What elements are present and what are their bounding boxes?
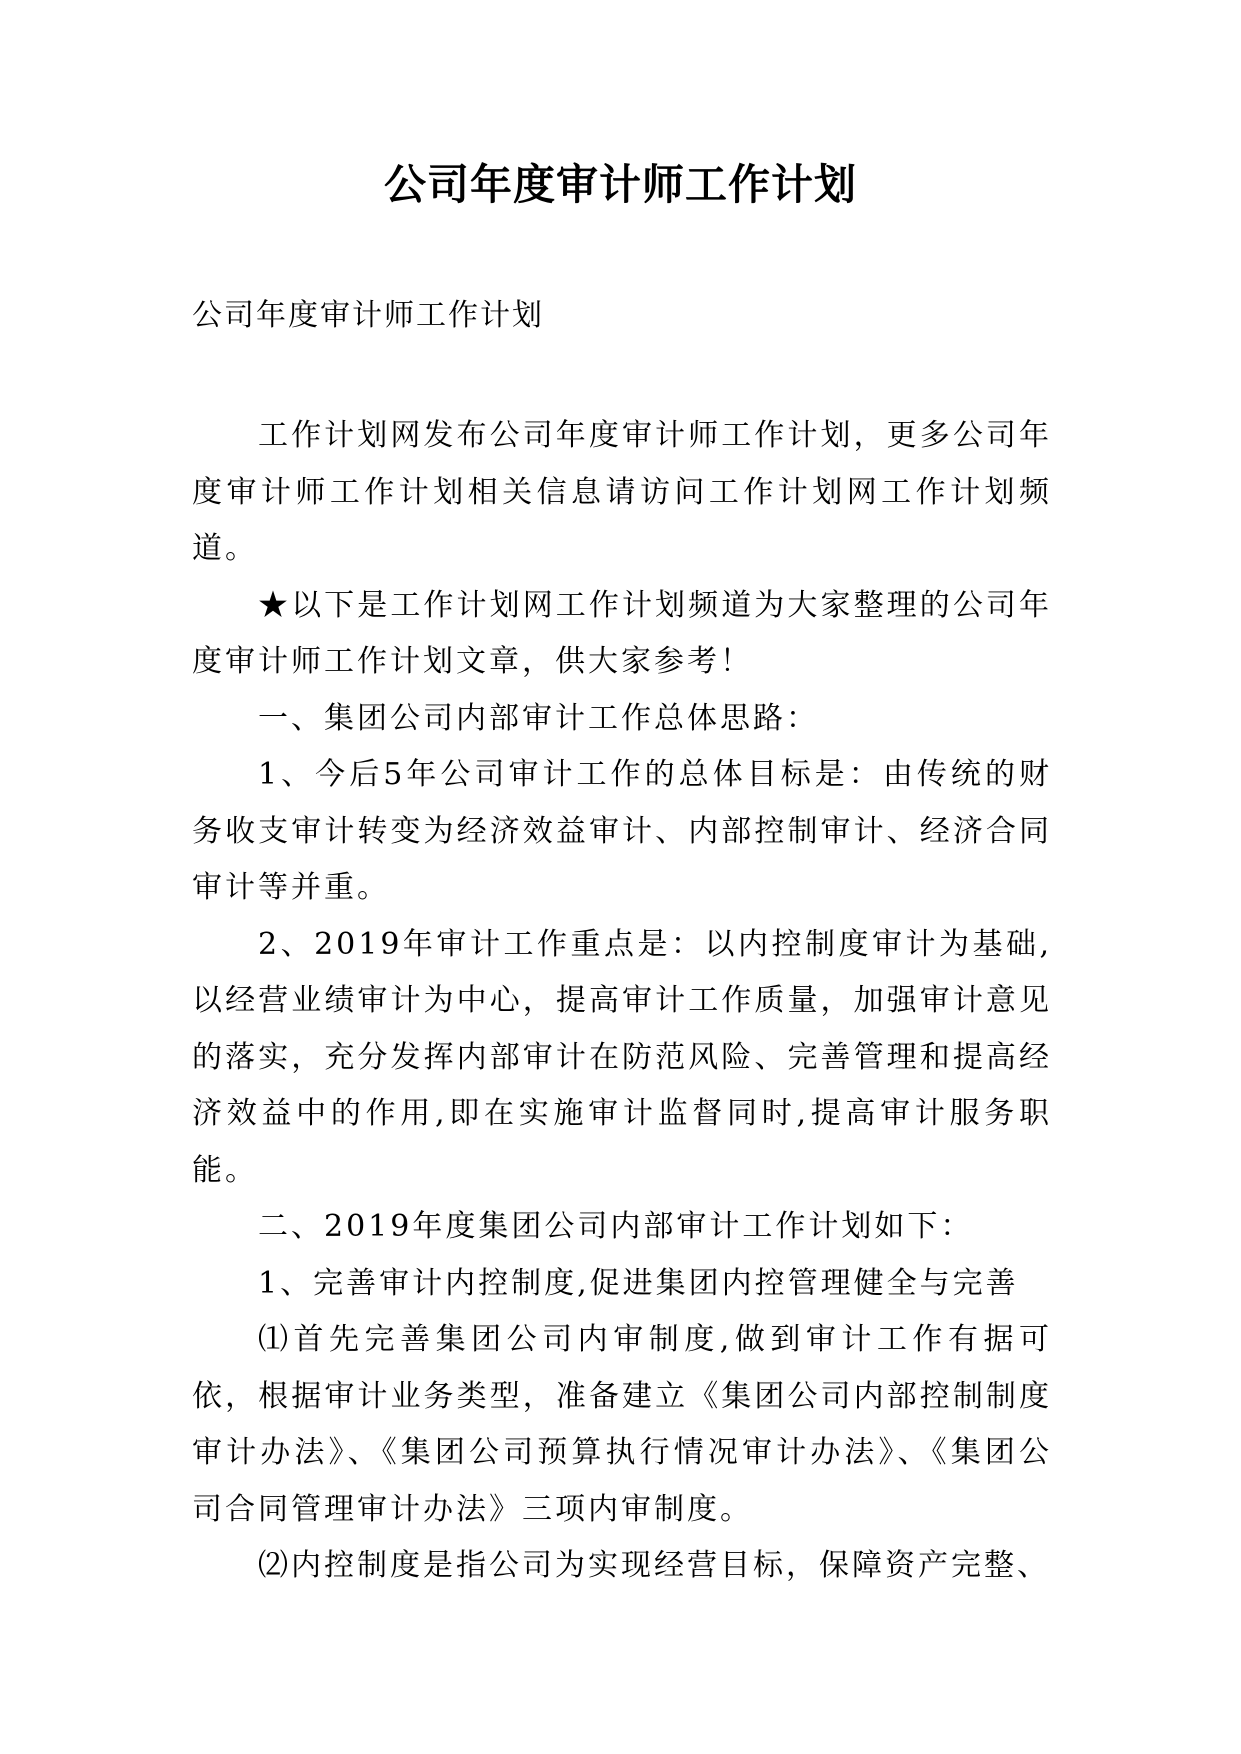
paragraph: 一、集团公司内部审计工作总体思路： — [258, 700, 819, 736]
document-body — [192, 408, 1052, 1595]
paragraph: 2、2019年审计工作重点是：以内控制度审计为基础,以经营业绩审计为中心，提高审计工作质量，加强审计意见的落实，充分发挥内部审计在防范风险、完善管理和提高经济效益中的作用,即在实施审计监督同时,提高审计服务职能。 — [192, 926, 1052, 1188]
paragraph: ⑵内控制度是指公司为实现经营目标，保障资产完整、 — [258, 1548, 1050, 1583]
paragraph: ⑴首先完善集团公司内审制度,做到审计工作有据可依，根据审计业务类型，准备建立《集团公司内部控制制度审计办法》、《集团公司预算执行情况审计办法》、《集团公司合同管理审计办法》三项内审制度。 — [192, 1322, 1052, 1527]
paragraph: 工作计划网发布公司年度审计师工作计划，更多公司年度审计师工作计划相关信息请访问工作计划网工作计划频道。 — [192, 418, 1052, 566]
paragraph: 1、今后5年公司审计工作的总体目标是：由传统的财务收支审计转变为经济效益审计、内部控制审计、经济合同审计等并重。 — [192, 757, 1052, 905]
paragraph: 1、完善审计内控制度,促进集团内控管理健全与完善 — [258, 1265, 1019, 1301]
paragraph: 二、2019年度集团公司内部审计工作计划如下： — [258, 1209, 974, 1244]
paragraph: ★以下是工作计划网工作计划频道为大家整理的公司年度审计师工作计划文章，供大家参考！ — [192, 587, 1052, 679]
document-title: 公司年度审计师工作计划 — [383, 160, 857, 209]
document-subtitle: 公司年度审计师工作计划 — [192, 298, 544, 333]
